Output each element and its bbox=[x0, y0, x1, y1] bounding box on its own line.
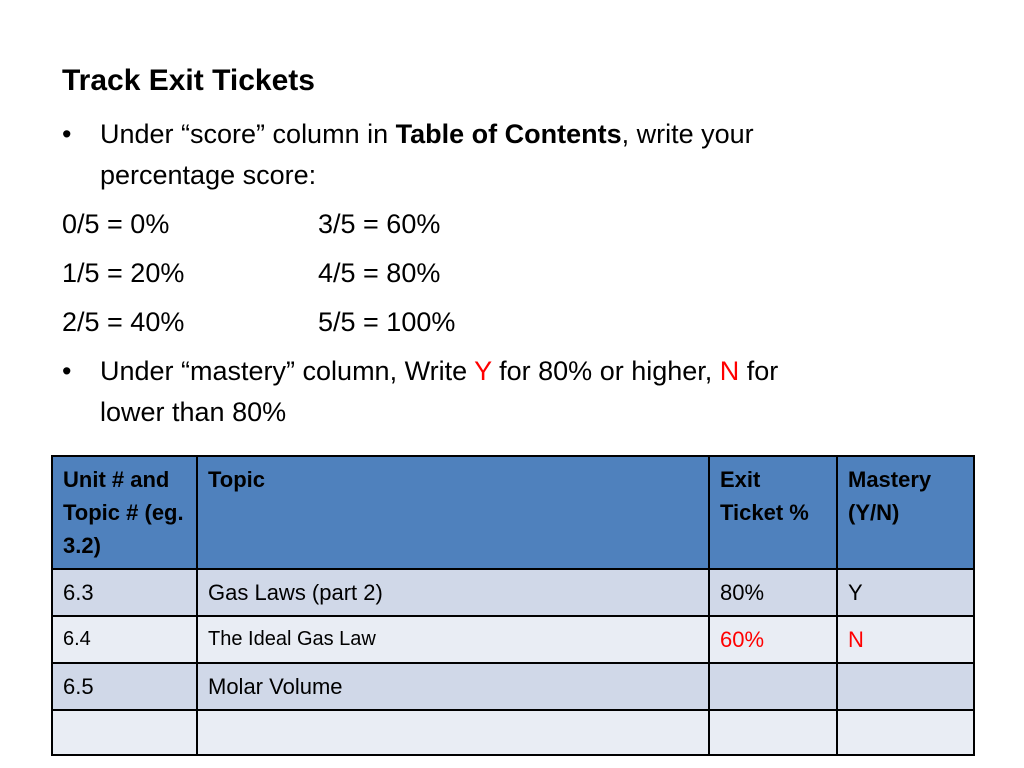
bullet-mastery-instruction-continued: lower than 80% bbox=[100, 397, 287, 427]
cell-exit-ticket: 60% bbox=[709, 616, 837, 663]
cell-topic: Gas Laws (part 2) bbox=[197, 569, 709, 616]
header-mastery: Mastery (Y/N) bbox=[837, 456, 974, 569]
exit-ticket-table bbox=[51, 455, 975, 756]
bullet-score-instruction-continued: percentage score: bbox=[100, 160, 317, 190]
bullet-score-instruction bbox=[100, 114, 754, 154]
score-conversion-left: 1/5 = 20% bbox=[62, 258, 185, 288]
bullet-text: for 80% or higher, bbox=[491, 356, 720, 386]
cell-exit-ticket bbox=[709, 663, 837, 710]
cell-topic: The Ideal Gas Law bbox=[197, 616, 709, 663]
score-conversion-right: 4/5 = 80% bbox=[318, 258, 441, 288]
cell-mastery bbox=[837, 710, 974, 755]
cell-topic bbox=[197, 710, 709, 755]
bullet-mastery-instruction bbox=[100, 351, 778, 391]
cell-mastery: N bbox=[837, 616, 974, 663]
cell-mastery: Y bbox=[837, 569, 974, 616]
bullet-marker: • bbox=[62, 119, 72, 149]
table-of-contents-text: Table of Contents bbox=[395, 119, 622, 149]
bullet-text: Under “mastery” column, Write bbox=[100, 356, 475, 386]
cell-unit: 6.3 bbox=[52, 569, 197, 616]
bullet-marker: • bbox=[62, 356, 72, 386]
header-unit-topic: Unit # and Topic # (eg. 3.2) bbox=[52, 456, 197, 569]
bullet-text: , write your bbox=[621, 119, 754, 149]
cell-unit bbox=[52, 710, 197, 755]
cell-exit-ticket: 80% bbox=[709, 569, 837, 616]
score-conversion-right: 3/5 = 60% bbox=[318, 209, 441, 239]
cell-unit: 6.4 bbox=[52, 616, 197, 663]
score-conversion-right: 5/5 = 100% bbox=[318, 307, 456, 337]
header-topic: Topic bbox=[197, 456, 709, 569]
score-conversion-left: 0/5 = 0% bbox=[62, 209, 170, 239]
header-exit-ticket: Exit Ticket % bbox=[709, 456, 837, 569]
table-row bbox=[52, 710, 974, 755]
yes-letter: Y bbox=[474, 356, 492, 386]
table-header-row bbox=[52, 456, 974, 569]
cell-mastery bbox=[837, 663, 974, 710]
no-letter: N bbox=[719, 356, 740, 386]
table-row bbox=[52, 616, 974, 663]
slide-title: Track Exit Tickets bbox=[62, 64, 315, 97]
cell-exit-ticket bbox=[709, 710, 837, 755]
bullet-text: Under “score” column in bbox=[100, 119, 396, 149]
score-conversion-left: 2/5 = 40% bbox=[62, 307, 185, 337]
bullet-text: for bbox=[739, 356, 779, 386]
table-row bbox=[52, 663, 974, 710]
cell-topic: Molar Volume bbox=[197, 663, 709, 710]
table-row bbox=[52, 569, 974, 616]
cell-unit: 6.5 bbox=[52, 663, 197, 710]
